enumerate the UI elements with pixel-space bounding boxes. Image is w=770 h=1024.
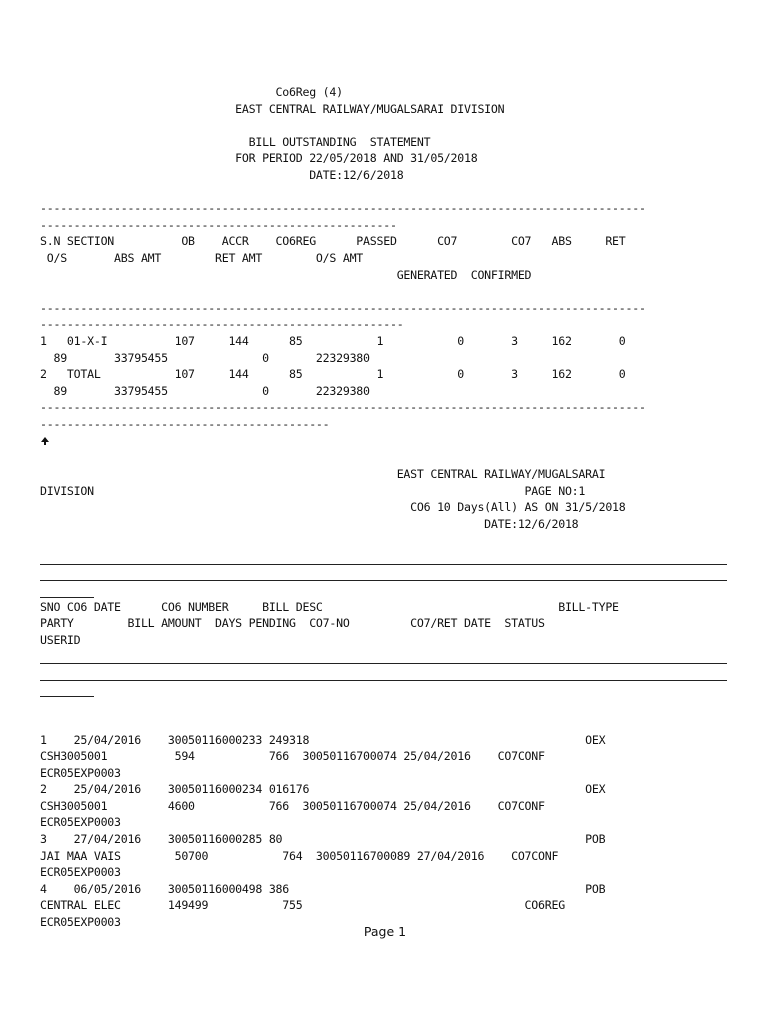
report-line: USERID [40,632,81,647]
report-line: 89 33795455 0 22329380 [40,383,370,398]
report-line: CENTRAL ELEC 149499 755 CO6REG [40,898,565,913]
report-line: DATE:12/6/2018 [40,167,404,182]
report-line [40,532,626,549]
report-line [40,698,626,715]
page-number: Page 1 [363,924,407,939]
report-line: 89 33795455 0 22329380 [40,350,370,365]
header-rule [40,663,727,664]
header-rule [40,564,727,565]
report-line [40,117,646,134]
header-rule [40,680,727,681]
report-line: 1 25/04/2016 30050116000233 249318 OEX [40,732,606,747]
report-line: ------------------------------------------- [40,416,330,431]
report-line: ----------------------------------------------------- [40,217,397,232]
report-line [40,283,646,300]
report-line: ECR05EXP0003 [40,915,121,930]
report-line: ECR05EXP0003 [40,865,121,880]
report-line: 1 01-X-I 107 144 85 1 0 3 162 0 [40,333,626,348]
report-summary-block [40,84,646,432]
spade-arrow-icon [40,436,50,446]
report-line: 3 27/04/2016 30050116000285 80 POB [40,832,606,847]
report-line: 2 25/04/2016 30050116000234 016176 OEX [40,782,606,797]
header-rule-short [40,696,94,697]
report-line: JAI MAA VAIS 50700 764 30050116700089 27/04/2016 CO7CONF [40,848,559,863]
report-line: ECR05EXP0003 [40,765,121,780]
report-line: ------------------------------------------------------------------------------------------ [40,201,646,216]
report-line [40,715,626,732]
report-line: ------------------------------------------------------ [40,317,404,332]
header-rule-short [40,597,94,598]
report-line: EAST CENTRAL RAILWAY/MUGALSARAI [40,467,606,481]
report-line: Co6Reg (4) [40,85,343,99]
report-line: ECR05EXP0003 [40,815,121,830]
report-line: GENERATED CONFIRMED [40,267,532,282]
report-line: CO6 10 Days(All) AS ON 31/5/2018 [40,500,626,515]
report-line: S.N SECTION OB ACCR CO6REG PASSED CO7 CO7 ABS RET [40,234,626,249]
report-line: O/S ABS AMT RET AMT O/S AMT [40,250,364,265]
report-line [40,582,626,599]
report-line: CSH3005001 4600 766 30050116700074 25/04/2016 CO7CONF [40,798,545,813]
report-line [40,184,646,201]
report-line: DATE:12/6/2018 [40,516,579,531]
report-line: SNO CO6 DATE CO6 NUMBER BILL DESC BILL-TYPE [40,599,619,614]
report-line: EAST CENTRAL RAILWAY/MUGALSARAI DIVISION [40,101,505,116]
report-line: 2 TOTAL 107 144 85 1 0 3 162 0 [40,367,626,382]
report-line: FOR PERIOD 22/05/2018 AND 31/05/2018 [40,151,478,166]
report-line [40,682,626,699]
report-line: ------------------------------------------------------------------------------------------ [40,400,646,415]
report-line: CSH3005001 594 766 30050116700074 25/04/2016 CO7CONF [40,749,545,764]
report-line: ------------------------------------------------------------------------------------------ [40,300,646,315]
report-detail-block [40,466,626,931]
report-line: DIVISION PAGE NO:1 [40,483,586,498]
header-rule [40,580,727,581]
report-line: PARTY BILL AMOUNT DAYS PENDING CO7-NO CO7/RET DATE STATUS [40,616,545,631]
report-line: 4 06/05/2016 30050116000498 386 POB [40,881,606,896]
report-line: BILL OUTSTANDING STATEMENT [40,134,431,149]
